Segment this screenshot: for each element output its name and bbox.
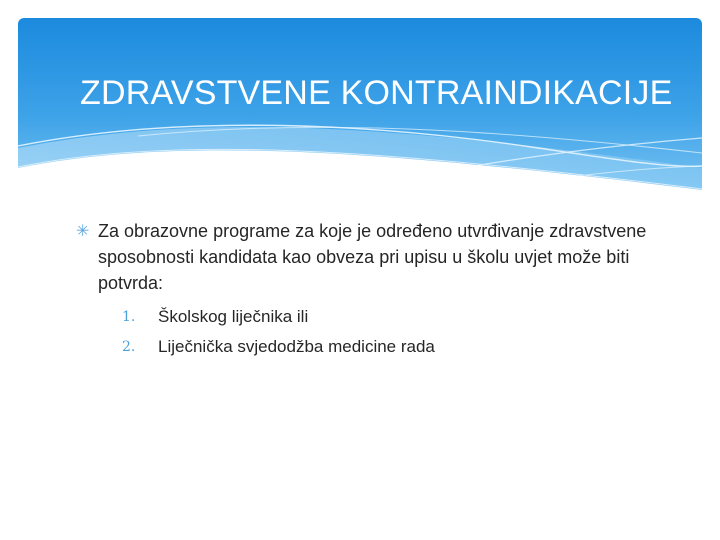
list-number: 2. [122, 339, 136, 355]
numbered-list [98, 302, 656, 362]
bullet-text: Za obrazovne programe za koje je određeno utvrđivanje zdravstvene sposobnosti kandidata kao obveza pri upisu u školu uvjet može biti potvrda: [98, 221, 647, 293]
list-item-text: Školskog liječnika ili [158, 307, 309, 326]
list-number: 1. [122, 309, 136, 325]
list-item [122, 332, 656, 362]
title-banner [18, 18, 702, 198]
slide-title: ZDRAVSTVENE KONTRAINDIKACIJE [80, 74, 673, 112]
list-item [122, 302, 656, 332]
asterisk-bullet-icon: ✳ [76, 223, 90, 240]
slide-content [76, 218, 656, 362]
list-item-text: Liječnička svjedodžba medicine rada [158, 337, 435, 356]
bullet-item [76, 218, 656, 362]
